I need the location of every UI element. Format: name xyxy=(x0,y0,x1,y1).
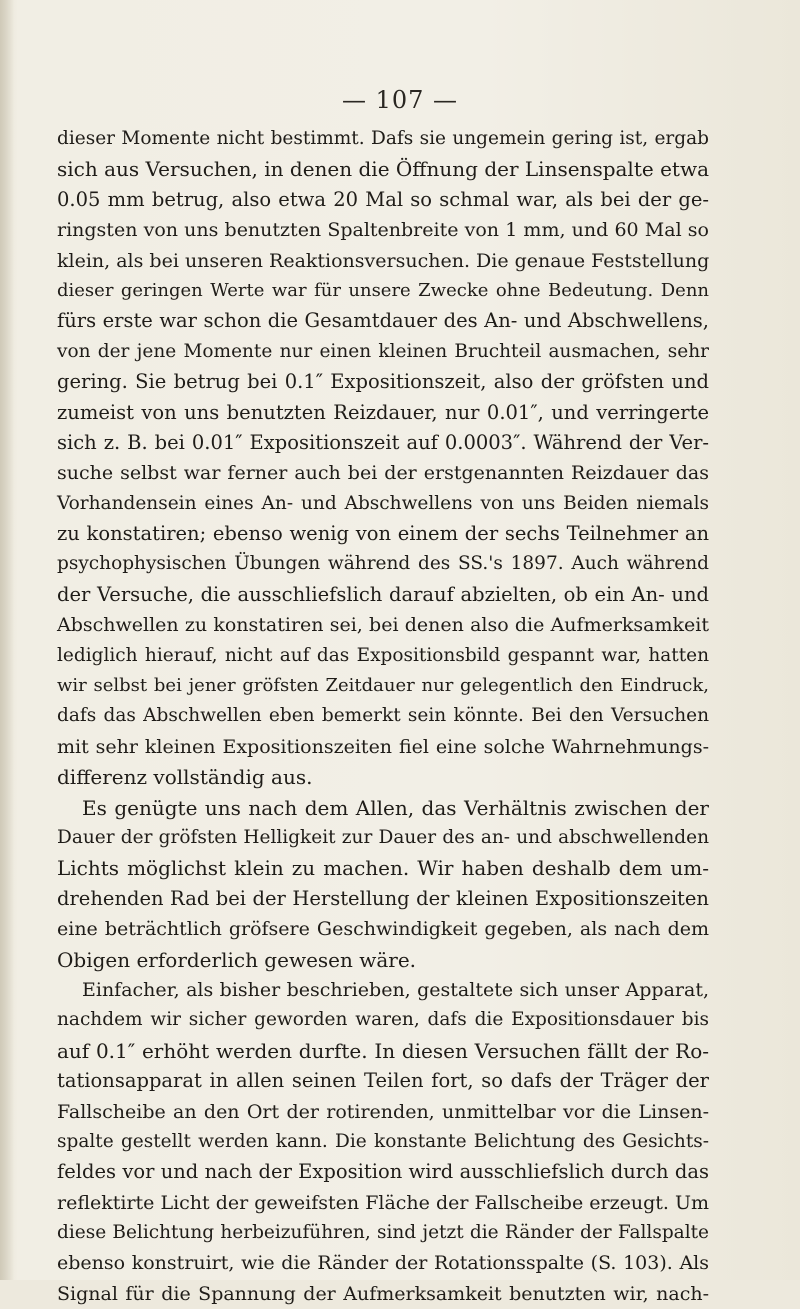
text-line: nachdem wir sicher geworden waren, dafs die Expositionsdauer bis xyxy=(57,1009,709,1031)
text-line: von der jene Momente nur einen kleinen Bruchteil ausmachen, sehr xyxy=(57,340,709,362)
text-line: feldes vor und nach der Exposition wird ausschliefslich durch das xyxy=(57,1160,709,1184)
text-line: reflektirte Licht der geweifsten Fläche der Fallscheibe erzeugt. Um xyxy=(57,1191,709,1214)
text-line: Es genügte uns nach dem Allen, das Verhältnis zwischen der xyxy=(82,795,709,820)
text-line: auf 0.1″ erhöht werden durfte. In diesen Versuchen fällt der Ro- xyxy=(57,1038,709,1063)
text-line: dafs das Abschwellen eben bemerkt sein könnte. Bei den Versuchen xyxy=(57,705,709,727)
text-line: dieser geringen Werte war für unsere Zwecke ohne Bedeutung. Denn xyxy=(57,279,709,301)
text-line: Signal für die Spannung der Aufmerksamkeit benutzten wir, nach- xyxy=(57,1282,709,1305)
text-line: gering. Sie betrug bei 0.1″ Expositionszeit, also der gröfsten und xyxy=(57,370,709,394)
text-line: differenz vollständig aus. xyxy=(57,765,313,790)
text-line: Vorhandensein eines An- und Abschwellens von uns Beiden niemals xyxy=(57,492,709,514)
text-line: zumeist von uns benutzten Reizdauer, nur 0.01″, und verringerte xyxy=(57,400,709,424)
body-text xyxy=(57,124,709,1309)
text-line: der Versuche, die ausschliefslich darauf abzielten, ob ein An- und xyxy=(57,582,709,606)
text-line: fürs erste war schon die Gesamtdauer des An- und Abschwellens, xyxy=(57,309,709,333)
text-line: tationsapparat in allen seinen Teilen fort, so dafs der Träger der xyxy=(57,1069,709,1093)
text-line: Einfacher, als bisher beschrieben, gestaltete sich unser Apparat, xyxy=(82,978,709,1001)
text-line: drehenden Rad bei der Herstellung der kleinen Expositionszeiten xyxy=(57,886,709,910)
text-line: suche selbst war ferner auch bei der erstgenannten Reizdauer das xyxy=(57,462,709,485)
text-line: Obigen erforderlich gewesen wäre. xyxy=(57,947,417,972)
text-line: sich aus Versuchen, in denen die Öffnung der Linsenspalte etwa xyxy=(57,157,709,182)
text-line: Fallscheibe an den Ort der rotirenden, unmittelbar vor die Linsen- xyxy=(57,1100,709,1123)
text-line: eine beträchtlich gröfsere Geschwindigkeit gegeben, als nach dem xyxy=(57,918,709,941)
text-line: ebenso konstruirt, wie die Ränder der Rotationsspalte (S. 103). Als xyxy=(57,1252,709,1275)
text-line: klein, als bei unseren Reaktionsversuchen. Die genaue Feststellung xyxy=(57,249,710,272)
text-line: mit sehr kleinen Expositionszeiten fiel eine solche Wahrnehmungs- xyxy=(57,735,709,758)
text-line: Lichts möglichst klein zu machen. Wir haben deshalb dem um- xyxy=(57,856,709,881)
text-line: psychophysischen Übungen während des SS.'s 1897. Auch während xyxy=(57,553,709,575)
text-line: sich z. B. bei 0.01″ Expositionszeit auf 0.0003″. Während der Ver- xyxy=(57,430,709,454)
text-line: diese Belichtung herbeizuführen, sind jetzt die Ränder der Fallspalte xyxy=(57,1222,709,1244)
page-gutter-shadow xyxy=(0,0,14,1280)
text-line: spalte gestellt werden kann. Die konstante Belichtung des Gesichts- xyxy=(57,1130,709,1152)
text-line: 0.05 mm betrug, also etwa 20 Mal so schmal war, als bei der ge- xyxy=(57,187,709,211)
text-line: dieser Momente nicht bestimmt. Dafs sie ungemein gering ist, ergab xyxy=(57,128,709,149)
text-line: zu konstatiren; ebenso wenig von einem der sechs Teilnehmer an xyxy=(57,522,709,546)
text-line: Abschwellen zu konstatiren sei, bei denen also die Aufmerksamkeit xyxy=(57,614,709,637)
text-line: Dauer der gröfsten Helligkeit zur Dauer des an- und abschwellenden xyxy=(57,826,709,848)
text-line: lediglich hierauf, nicht auf das Expositionsbild gespannt war, hatten xyxy=(57,644,709,666)
page-number: — 107 — xyxy=(341,86,459,114)
text-line: ringsten von uns benutzten Spaltenbreite von 1 mm, und 60 Mal so xyxy=(57,219,709,242)
text-line: wir selbst bei jener gröfsten Zeitdauer nur gelegentlich den Eindruck, xyxy=(57,675,709,697)
